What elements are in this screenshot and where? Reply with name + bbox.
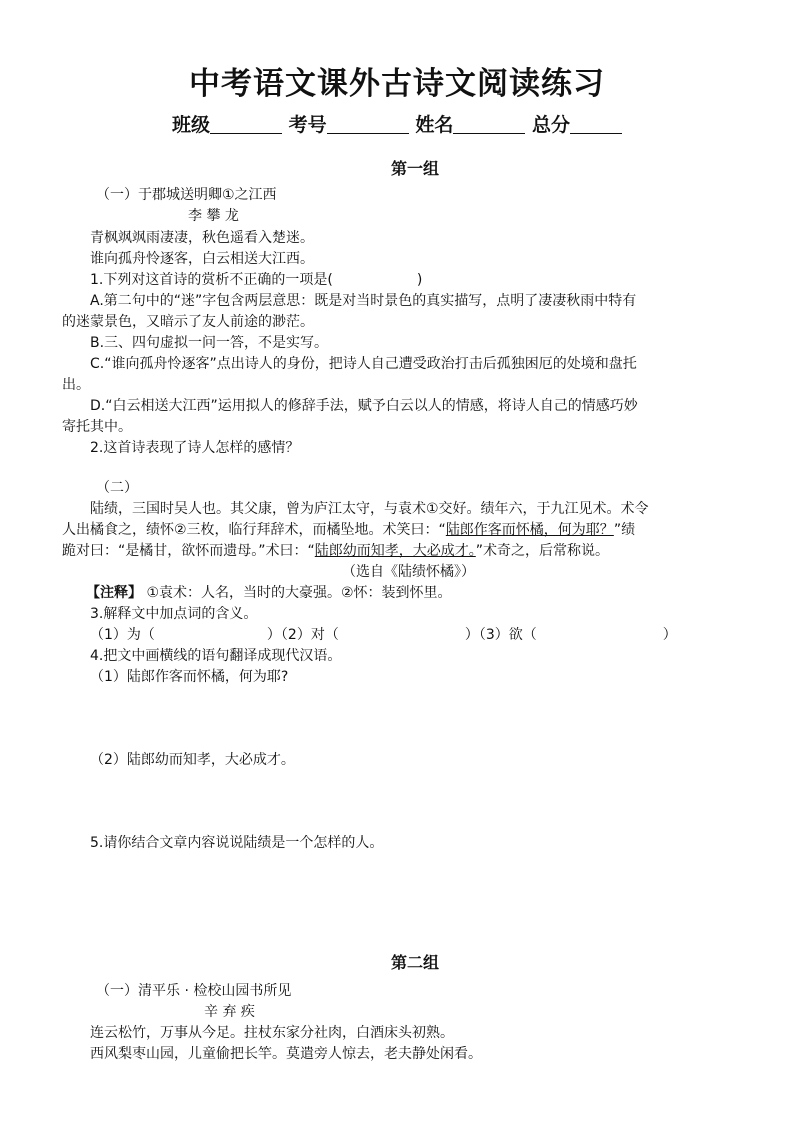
poem-2-line-1: 连云松竹，万事从今足。拄杖东家分社肉，白酒床头初熟。 xyxy=(90,1025,454,1041)
prose-line-2 xyxy=(62,521,635,539)
poem-1-author: 李 攀 龙 xyxy=(188,208,239,224)
annotation-text: ①袁术：人名，当时的大豪强。②怀：装到怀里。 xyxy=(142,585,452,601)
page-title: 中考语文课外古诗文阅读练习 xyxy=(189,66,605,102)
option-d-line-1: D.“白云相送大江西”运用拟人的修辞手法，赋予白云以人的情感，将诗人自己的情感巧妙 xyxy=(90,398,638,414)
poem-2-title: （一）清平乐 · 检校山园书所见 xyxy=(96,983,292,999)
score-blank[interactable] xyxy=(570,115,622,134)
option-c-line-1: C.“谁向孤舟怜逐客”点出诗人的身份，把诗人自己遭受政治打击后孤独困厄的处境和盘托 xyxy=(90,356,637,372)
question-4-part-1: （1）陆郎作客而怀橘，何为耶? xyxy=(90,669,289,685)
prose-line-1: 陆绩，三国时吴人也。其父康，曾为庐江太守，与袁术①交好。绩年六，于九江见术。术令 xyxy=(90,501,649,517)
score-label: 总分 xyxy=(531,114,570,136)
option-c-line-2: 出。 xyxy=(62,377,90,393)
option-a-line-2: 的迷蒙景色，又暗示了友人前途的渺茫。 xyxy=(62,314,314,330)
student-info-line xyxy=(0,110,794,137)
prose-source: （选自《陆绩怀橘》） xyxy=(342,564,475,580)
question-5: 5.请你结合文章内容说说陆绩是一个怎样的人。 xyxy=(90,835,384,851)
poem-1-line-2: 谁向孤舟怜逐客，白云相送大江西。 xyxy=(90,251,314,267)
question-1: 1.下列对这首诗的赏析不正确的一项是( ) xyxy=(90,272,423,288)
option-a-line-1: A.第二句中的“迷”字包含两层意思：既是对当时景色的真实描写，点明了凄凄秋雨中特有 xyxy=(90,293,637,309)
name-blank[interactable] xyxy=(453,115,525,134)
prose-line-3-text: 跪对曰：“是橘甘，欲怀而遗母。”术曰：“ xyxy=(62,543,315,559)
name-label: 姓名 xyxy=(415,114,454,136)
question-3-blanks: （1）为（ ）（2）对（ ）（3）欲（ ） xyxy=(90,627,677,643)
class-label: 班级 xyxy=(172,114,211,136)
exam-no-label: 考号 xyxy=(288,114,327,136)
group-2-heading: 第二组 xyxy=(390,953,439,972)
poem-1-line-1: 青枫飒飒雨凄凄，秋色遥看入楚迷。 xyxy=(90,230,314,246)
prose-line-2-end: ”绩 xyxy=(613,522,636,538)
underlined-sentence-2: 陆郎幼而知孝，大必成才。 xyxy=(314,543,476,559)
prose-line-3 xyxy=(62,542,609,560)
prose-line-2-text: 人出橘食之，绩怀②三枚，临行拜辞术，而橘坠地。术笑曰：“ xyxy=(62,522,446,538)
group-1-heading: 第一组 xyxy=(390,159,439,178)
question-4: 4.把文中画横线的语句翻译成现代汉语。 xyxy=(90,648,342,664)
class-blank[interactable] xyxy=(210,115,282,134)
question-3: 3.解释文中加点词的含义。 xyxy=(90,606,258,622)
prose-line-3-end: ”术奇之，后常称说。 xyxy=(475,543,610,559)
poem-2-author: 辛 弃 疾 xyxy=(204,1004,255,1020)
annotation xyxy=(86,584,452,602)
exam-no-blank[interactable] xyxy=(327,115,409,134)
prose-title: （二） xyxy=(96,480,138,496)
poem-1-title: （一）于郡城送明卿①之江西 xyxy=(96,187,277,203)
poem-2-line-2: 西风梨枣山园，儿童偷把长竿。莫遣旁人惊去，老夫静处闲看。 xyxy=(90,1046,482,1062)
underlined-sentence-1: 陆郎作客而怀橘，何为耶？ xyxy=(445,522,614,538)
annotation-label: 【注释】 xyxy=(86,585,142,601)
option-b: B.三、四句虚拟一问一答，不是实写。 xyxy=(90,335,329,351)
question-4-part-2: （2）陆郎幼而知孝，大必成才。 xyxy=(90,752,295,768)
option-d-line-2: 寄托其中。 xyxy=(62,419,132,435)
question-2: 2.这首诗表现了诗人怎样的感情？ xyxy=(90,440,300,456)
